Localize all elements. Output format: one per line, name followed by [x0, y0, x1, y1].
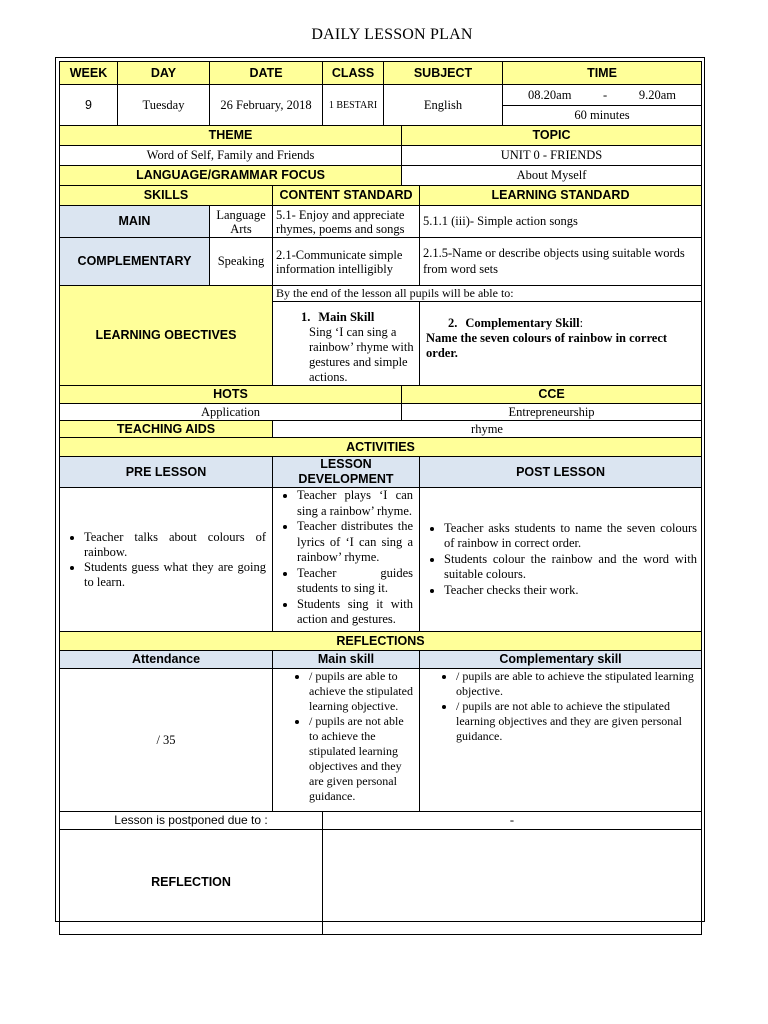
time-start: 08.20am [528, 87, 572, 102]
complementary-skill-reflection [420, 669, 702, 812]
time-label: TIME [503, 62, 702, 85]
list-item: • / pupils are able to achieve the stipulated learning objective. [456, 669, 697, 699]
post-lesson-activities [420, 488, 702, 632]
objective-comp-number: 2. [448, 316, 458, 330]
postponed-value: - [323, 812, 702, 830]
class-label: CLASS [323, 62, 384, 85]
time-separator: - [603, 87, 608, 102]
grammar-value: About Myself [402, 166, 702, 186]
subject-value: English [384, 85, 503, 126]
objective-comp-colon: : [579, 316, 584, 330]
class-value: 1 BESTARI [323, 85, 384, 126]
reflections-label: REFLECTIONS [60, 632, 702, 651]
cce-label: CCE [402, 386, 702, 404]
topic-label: TOPIC [402, 126, 702, 146]
list-item: • Teacher plays ‘I can sing a rainbow’ rhyme. [297, 488, 413, 519]
complementary-skill-reflect-label: Complementary skill [420, 651, 702, 669]
list-item: • / pupils are not able to achieve the stipulated learning objectives and they are given personal guidance. [309, 714, 415, 804]
learning-standard-label: LEARNING STANDARD [420, 186, 702, 206]
attendance-label: Attendance [60, 651, 273, 669]
list-item: • Teacher distributes the lyrics of ‘I can sing a rainbow’ rhyme. [297, 519, 413, 566]
reflection-label: REFLECTION [60, 830, 323, 935]
objective-comp-heading [426, 316, 697, 331]
theme-value: Word of Self, Family and Friends [60, 146, 402, 166]
list-item: • Teacher checks their work. [444, 583, 697, 599]
main-skill-label: MAIN [60, 206, 210, 238]
post-lesson-label: POST LESSON [420, 457, 702, 488]
teaching-aids-value: rhyme [273, 421, 702, 438]
objective-main-text: Sing ‘I can sing a rainbow’ rhyme with gestures and simple actions. [309, 325, 414, 384]
complementary-skill-type: Speaking [210, 238, 273, 286]
objectives-intro: By the end of the lesson all pupils will be able to: [273, 286, 702, 302]
reflection-value[interactable] [323, 830, 702, 935]
list-item: • / pupils are not able to achieve the stipulated learning objectives and they are given personal guidance. [456, 699, 697, 744]
list-item: • Teacher talks about colours of rainbow. [84, 530, 266, 560]
subject-label: SUBJECT [384, 62, 503, 85]
cce-value: Entrepreneurship [402, 404, 702, 421]
lesson-development-activities [273, 488, 420, 632]
hots-label: HOTS [60, 386, 402, 404]
main-skill-reflect-label: Main skill [273, 651, 420, 669]
list-item: • / pupils are able to achieve the stipulated learning objective. [309, 669, 415, 714]
main-skill-reflection [273, 669, 420, 812]
time-range [503, 85, 702, 106]
list-item: • Students guess what they are going to learn. [84, 560, 266, 590]
learning-objectives-label: LEARNING OBECTIVES [60, 286, 273, 386]
topic-value: UNIT 0 - FRIENDS [402, 146, 702, 166]
time-end: 9.20am [638, 87, 676, 102]
date-label: DATE [210, 62, 323, 85]
theme-label: THEME [60, 126, 402, 146]
day-value: Tuesday [118, 85, 210, 126]
grammar-label: LANGUAGE/GRAMMAR FOCUS [60, 166, 402, 186]
list-item: • Teacher guides students to sing it. [297, 566, 413, 597]
date-value: 26 February, 2018 [210, 85, 323, 126]
pre-lesson-activities [60, 488, 273, 632]
list-item: • Students colour the rainbow and the word with suitable colours. [444, 552, 697, 583]
week-value: 9 [60, 85, 118, 126]
content-standard-label: CONTENT STANDARD [273, 186, 420, 206]
objective-main-heading [301, 310, 415, 325]
lesson-development-label: LESSON DEVELOPMENT [273, 457, 420, 488]
complementary-skill-label: COMPLEMENTARY [60, 238, 210, 286]
hots-value: Application [60, 404, 402, 421]
complementary-content-standard: 2.1-Communicate simple information intelligibly [273, 238, 420, 286]
main-content-standard: 5.1- Enjoy and appreciate rhymes, poems and songs [273, 206, 420, 238]
complementary-learning-standard: 2.1.5-Name or describe objects using suitable words from word sets [420, 238, 702, 286]
day-label: DAY [118, 62, 210, 85]
pre-lesson-label: PRE LESSON [60, 457, 273, 488]
lesson-plan-table [59, 61, 702, 935]
objective-main-title: Main Skill [318, 310, 375, 324]
list-item: • Teacher asks students to name the seven colours of rainbow in correct order. [444, 521, 697, 552]
objective-comp-text: Name the seven colours of rainbow in correct order. [426, 331, 668, 360]
duration-value: 60 minutes [503, 106, 702, 126]
objective-complementary [420, 302, 702, 386]
objective-main-number: 1. [301, 310, 311, 324]
skills-label: SKILLS [60, 186, 273, 206]
teaching-aids-label: TEACHING AIDS [60, 421, 273, 438]
objective-main [273, 302, 420, 386]
attendance-value: / 35 [60, 669, 273, 812]
list-item: • Students sing it with action and gestures. [297, 597, 413, 628]
main-learning-standard: 5.1.1 (iii)- Simple action songs [420, 206, 702, 238]
main-skill-type: Language Arts [210, 206, 273, 238]
postponed-label: Lesson is postponed due to : [60, 812, 323, 830]
page-title: DAILY LESSON PLAN [311, 26, 473, 43]
week-label: WEEK [60, 62, 118, 85]
objective-comp-title: Complementary Skill [465, 316, 580, 330]
activities-label: ACTIVITIES [60, 438, 702, 457]
